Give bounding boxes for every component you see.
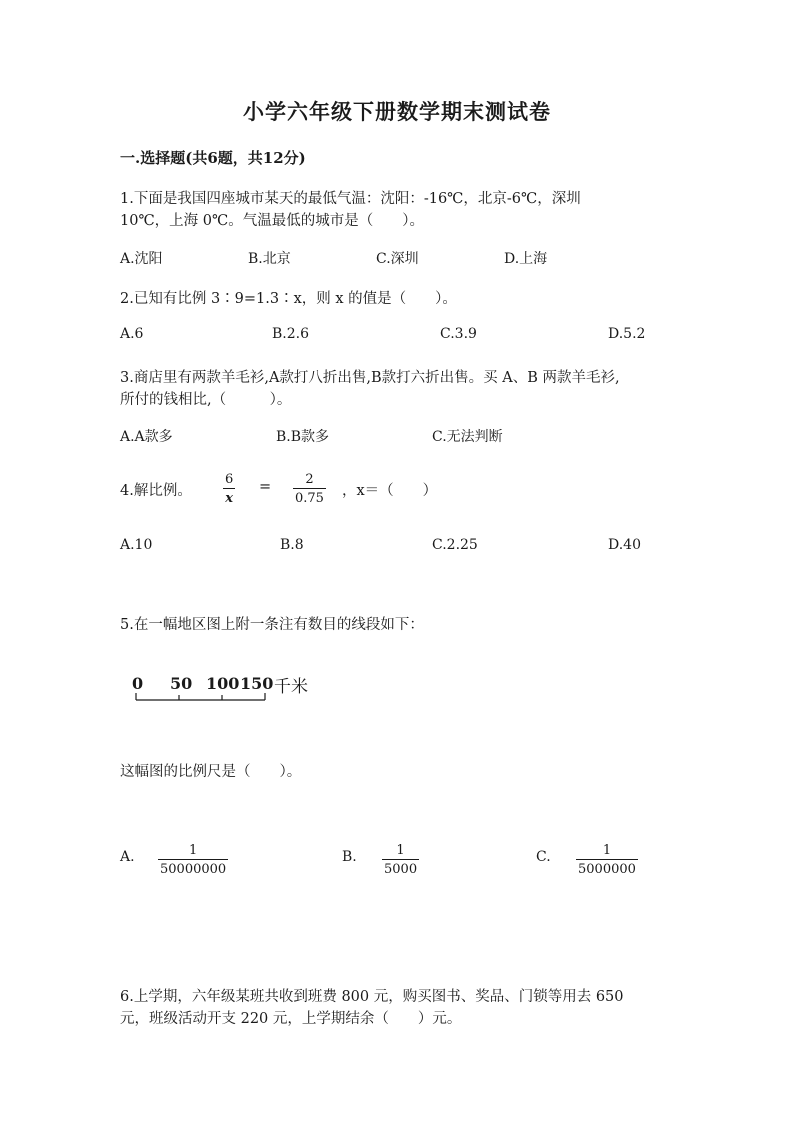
question-2-option-a: A.6	[120, 326, 144, 342]
question-5-option-a-fraction	[158, 843, 228, 877]
fraction-numerator: 1	[188, 843, 198, 858]
fraction-numerator: 2	[305, 472, 314, 487]
question-3-line-2: 所付的钱相比,（ ）。	[120, 392, 292, 408]
question-4-fraction-2	[293, 472, 326, 506]
question-1-option-b: B.北京	[248, 251, 291, 267]
question-2-option-d: D.5.2	[608, 326, 646, 342]
question-4-option-b: B.8	[280, 537, 304, 553]
question-5-option-b-letter: B.	[342, 849, 357, 865]
scale-label-150: 150	[240, 674, 274, 693]
scale-label-100: 100	[206, 674, 240, 693]
scale-line	[134, 692, 268, 704]
question-1-option-d: D.上海	[504, 251, 548, 267]
fraction-denominator: 5000	[384, 862, 418, 877]
scale-label-0: 0	[132, 674, 144, 693]
question-3-option-c: C.无法判断	[432, 429, 503, 445]
question-5-line-1: 5.在一幅地区图上附一条注有数目的线段如下：	[120, 617, 424, 633]
question-4-option-d: D.40	[608, 537, 641, 553]
fraction-denominator: 5000000	[578, 862, 636, 877]
fraction-numerator: 1	[602, 843, 612, 858]
question-4-option-a: A.10	[120, 537, 153, 553]
fraction-numerator: 6	[225, 472, 234, 487]
question-3-option-b: B.B款多	[276, 429, 330, 445]
question-5-line-2: 这幅图的比例尺是（ ）。	[120, 764, 302, 780]
fraction-denominator: x	[225, 491, 234, 506]
question-5-option-a-letter: A.	[120, 849, 135, 865]
question-5-option-c-letter: C.	[536, 849, 551, 865]
question-5-option-c-fraction	[576, 843, 638, 877]
question-1-option-a: A.沈阳	[120, 251, 163, 267]
question-6-line-1: 6.上学期，六年级某班共收到班费 800 元，购买图书、奖品、门锁等用去 650	[120, 989, 624, 1005]
question-2-option-b: B.2.6	[272, 326, 310, 342]
question-3-line-1: 3.商店里有两款羊毛衫,A款打八折出售,B款打六折出售。买 A、B 两款羊毛衫,	[120, 370, 620, 386]
question-3-option-a: A.A款多	[120, 429, 173, 445]
question-4-equals: =	[259, 479, 272, 495]
page-title: 小学六年级下册数学期末测试卷	[243, 99, 551, 124]
scale-unit: 千米	[274, 677, 308, 697]
question-2-line-1: 2.已知有比例 3∶9=1.3∶x，则 x 的值是（ ）。	[120, 291, 457, 307]
question-1-option-c: C.深圳	[376, 251, 419, 267]
question-4-prefix: 4.解比例。	[120, 483, 192, 499]
question-6-line-2: 元，班级活动开支 220 元，上学期结余（ ）元。	[120, 1011, 462, 1027]
question-4-fraction-1	[223, 472, 235, 506]
question-1-line-1: 1.下面是我国四座城市某天的最低气温：沈阳：-16℃，北京-6℃，深圳	[120, 191, 581, 207]
question-5-option-b-fraction	[382, 843, 419, 877]
question-1-line-2: 10℃，上海 0℃。气温最低的城市是（ ）。	[120, 213, 424, 229]
question-4-suffix: ，x＝（ ）	[342, 483, 438, 499]
fraction-denominator: 0.75	[295, 491, 324, 506]
section-heading: 一.选择题(共6题，共12分)	[120, 149, 306, 167]
scale-bar	[126, 670, 326, 710]
fraction-denominator: 50000000	[160, 862, 227, 877]
scale-label-50: 50	[170, 674, 193, 693]
question-4-option-c: C.2.25	[432, 537, 478, 553]
question-2-option-c: C.3.9	[440, 326, 477, 342]
fraction-numerator: 1	[396, 843, 405, 858]
